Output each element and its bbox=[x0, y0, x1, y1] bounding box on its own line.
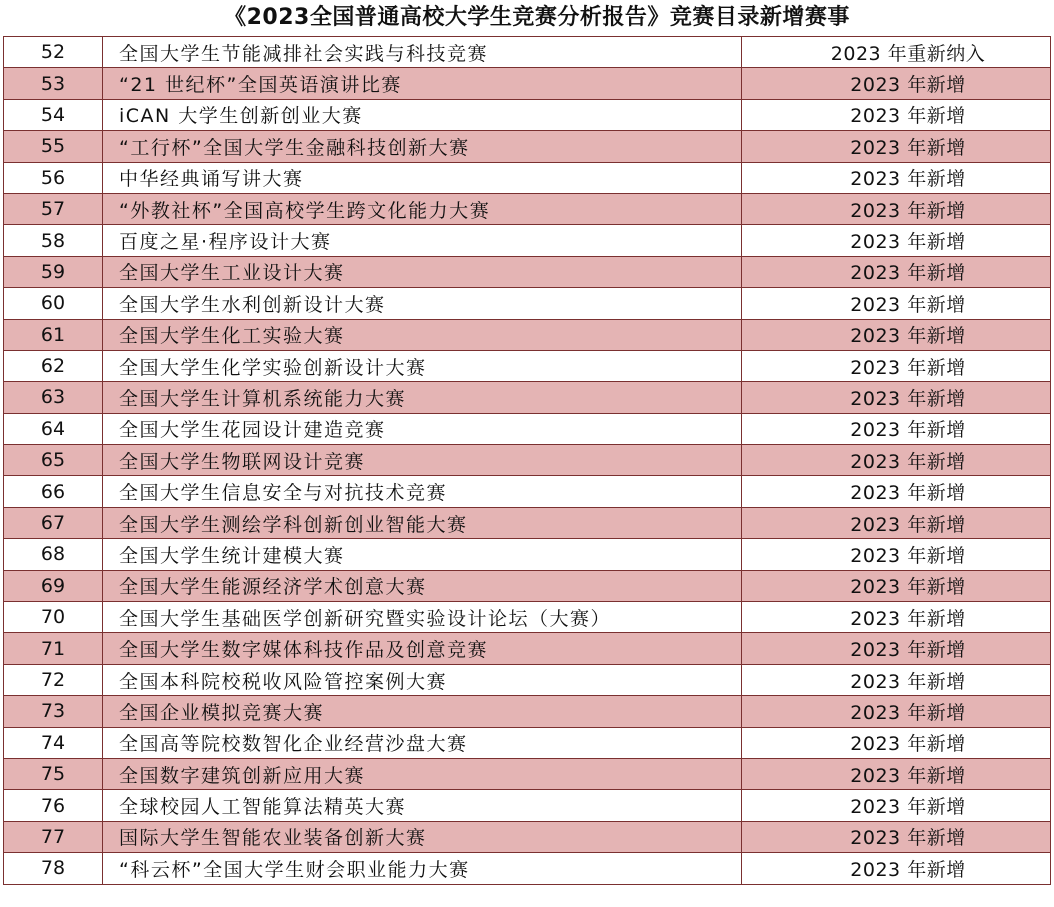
row-number-cell: 59 bbox=[4, 256, 103, 287]
row-number-cell: 57 bbox=[4, 193, 103, 224]
competition-name-cell: 中华经典诵写讲大赛 bbox=[103, 162, 742, 193]
status-note-cell: 2023 年新增 bbox=[742, 476, 1051, 507]
status-note-cell: 2023 年新增 bbox=[742, 99, 1051, 130]
table-row bbox=[4, 633, 1051, 664]
competition-name-cell: 全国大学生节能减排社会实践与科技竞赛 bbox=[103, 37, 742, 68]
table-row bbox=[4, 664, 1051, 695]
status-note-cell: 2023 年新增 bbox=[742, 382, 1051, 413]
table-row bbox=[4, 382, 1051, 413]
competition-table-body bbox=[4, 37, 1051, 885]
table-row bbox=[4, 476, 1051, 507]
table-row bbox=[4, 821, 1051, 852]
table-row bbox=[4, 539, 1051, 570]
status-note-cell: 2023 年新增 bbox=[742, 602, 1051, 633]
competition-name-cell: 全国大学生水利创新设计大赛 bbox=[103, 288, 742, 319]
table-row bbox=[4, 68, 1051, 99]
status-note-cell: 2023 年新增 bbox=[742, 696, 1051, 727]
row-number-cell: 61 bbox=[4, 319, 103, 350]
status-note-cell: 2023 年新增 bbox=[742, 853, 1051, 884]
table-row bbox=[4, 758, 1051, 789]
table-row bbox=[4, 413, 1051, 444]
row-number-cell: 68 bbox=[4, 539, 103, 570]
competition-name-cell: “外教社杯”全国高校学生跨文化能力大赛 bbox=[103, 193, 742, 224]
row-number-cell: 56 bbox=[4, 162, 103, 193]
row-number-cell: 76 bbox=[4, 790, 103, 821]
row-number-cell: 52 bbox=[4, 37, 103, 68]
competition-name-cell: 全国本科院校税收风险管控案例大赛 bbox=[103, 664, 742, 695]
status-note-cell: 2023 年新增 bbox=[742, 225, 1051, 256]
table-row bbox=[4, 319, 1051, 350]
status-note-cell: 2023 年新增 bbox=[742, 445, 1051, 476]
status-note-cell: 2023 年新增 bbox=[742, 68, 1051, 99]
status-note-cell: 2023 年新增 bbox=[742, 256, 1051, 287]
row-number-cell: 77 bbox=[4, 821, 103, 852]
row-number-cell: 69 bbox=[4, 570, 103, 601]
row-number-cell: 78 bbox=[4, 853, 103, 884]
row-number-cell: 62 bbox=[4, 350, 103, 381]
row-number-cell: 66 bbox=[4, 476, 103, 507]
status-note-cell: 2023 年重新纳入 bbox=[742, 37, 1051, 68]
table-row bbox=[4, 37, 1051, 68]
status-note-cell: 2023 年新增 bbox=[742, 319, 1051, 350]
row-number-cell: 70 bbox=[4, 602, 103, 633]
status-note-cell: 2023 年新增 bbox=[742, 790, 1051, 821]
table-row bbox=[4, 696, 1051, 727]
status-note-cell: 2023 年新增 bbox=[742, 507, 1051, 538]
table-row bbox=[4, 570, 1051, 601]
table-row bbox=[4, 350, 1051, 381]
table-row bbox=[4, 507, 1051, 538]
competition-name-cell: iCAN 大学生创新创业大赛 bbox=[103, 99, 742, 130]
table-row bbox=[4, 790, 1051, 821]
table-row bbox=[4, 727, 1051, 758]
status-note-cell: 2023 年新增 bbox=[742, 162, 1051, 193]
status-note-cell: 2023 年新增 bbox=[742, 570, 1051, 601]
status-note-cell: 2023 年新增 bbox=[742, 131, 1051, 162]
row-number-cell: 54 bbox=[4, 99, 103, 130]
competition-name-cell: “工行杯”全国大学生金融科技创新大赛 bbox=[103, 131, 742, 162]
row-number-cell: 64 bbox=[4, 413, 103, 444]
status-note-cell: 2023 年新增 bbox=[742, 288, 1051, 319]
competition-name-cell: 全国大学生花园设计建造竞赛 bbox=[103, 413, 742, 444]
competition-name-cell: 全球校园人工智能算法精英大赛 bbox=[103, 790, 742, 821]
row-number-cell: 72 bbox=[4, 664, 103, 695]
competition-name-cell: 全国大学生化工实验大赛 bbox=[103, 319, 742, 350]
competition-name-cell: 国际大学生智能农业装备创新大赛 bbox=[103, 821, 742, 852]
table-row bbox=[4, 225, 1051, 256]
table-row bbox=[4, 99, 1051, 130]
row-number-cell: 63 bbox=[4, 382, 103, 413]
competition-name-cell: 全国大学生物联网设计竞赛 bbox=[103, 445, 742, 476]
page-title: 《2023全国普通高校大学生竞赛分析报告》竞赛目录新增赛事 bbox=[224, 5, 850, 30]
row-number-cell: 53 bbox=[4, 68, 103, 99]
table-row bbox=[4, 256, 1051, 287]
table-row bbox=[4, 602, 1051, 633]
competition-table bbox=[3, 36, 1051, 885]
competition-name-cell: 全国大学生能源经济学术创意大赛 bbox=[103, 570, 742, 601]
competition-name-cell: “科云杯”全国大学生财会职业能力大赛 bbox=[103, 853, 742, 884]
competition-name-cell: 全国大学生统计建模大赛 bbox=[103, 539, 742, 570]
table-row bbox=[4, 853, 1051, 884]
competition-name-cell: 全国高等院校数智化企业经营沙盘大赛 bbox=[103, 727, 742, 758]
competition-name-cell: 百度之星·程序设计大赛 bbox=[103, 225, 742, 256]
status-note-cell: 2023 年新增 bbox=[742, 821, 1051, 852]
row-number-cell: 55 bbox=[4, 131, 103, 162]
status-note-cell: 2023 年新增 bbox=[742, 350, 1051, 381]
competition-name-cell: 全国大学生信息安全与对抗技术竞赛 bbox=[103, 476, 742, 507]
row-number-cell: 71 bbox=[4, 633, 103, 664]
competition-name-cell: 全国大学生测绘学科创新创业智能大赛 bbox=[103, 507, 742, 538]
table-row bbox=[4, 445, 1051, 476]
row-number-cell: 74 bbox=[4, 727, 103, 758]
competition-name-cell: 全国企业模拟竞赛大赛 bbox=[103, 696, 742, 727]
table-row bbox=[4, 131, 1051, 162]
status-note-cell: 2023 年新增 bbox=[742, 727, 1051, 758]
row-number-cell: 73 bbox=[4, 696, 103, 727]
competition-name-cell: 全国数字建筑创新应用大赛 bbox=[103, 758, 742, 789]
row-number-cell: 60 bbox=[4, 288, 103, 319]
status-note-cell: 2023 年新增 bbox=[742, 633, 1051, 664]
table-row bbox=[4, 193, 1051, 224]
status-note-cell: 2023 年新增 bbox=[742, 193, 1051, 224]
competition-name-cell: 全国大学生数字媒体科技作品及创意竞赛 bbox=[103, 633, 742, 664]
row-number-cell: 67 bbox=[4, 507, 103, 538]
competition-name-cell: 全国大学生基础医学创新研究暨实验设计论坛（大赛） bbox=[103, 602, 742, 633]
table-row bbox=[4, 162, 1051, 193]
status-note-cell: 2023 年新增 bbox=[742, 758, 1051, 789]
competition-name-cell: 全国大学生工业设计大赛 bbox=[103, 256, 742, 287]
competition-name-cell: “21 世纪杯”全国英语演讲比赛 bbox=[103, 68, 742, 99]
row-number-cell: 75 bbox=[4, 758, 103, 789]
competition-name-cell: 全国大学生计算机系统能力大赛 bbox=[103, 382, 742, 413]
status-note-cell: 2023 年新增 bbox=[742, 539, 1051, 570]
table-row bbox=[4, 288, 1051, 319]
status-note-cell: 2023 年新增 bbox=[742, 664, 1051, 695]
competition-name-cell: 全国大学生化学实验创新设计大赛 bbox=[103, 350, 742, 381]
status-note-cell: 2023 年新增 bbox=[742, 413, 1051, 444]
row-number-cell: 65 bbox=[4, 445, 103, 476]
row-number-cell: 58 bbox=[4, 225, 103, 256]
